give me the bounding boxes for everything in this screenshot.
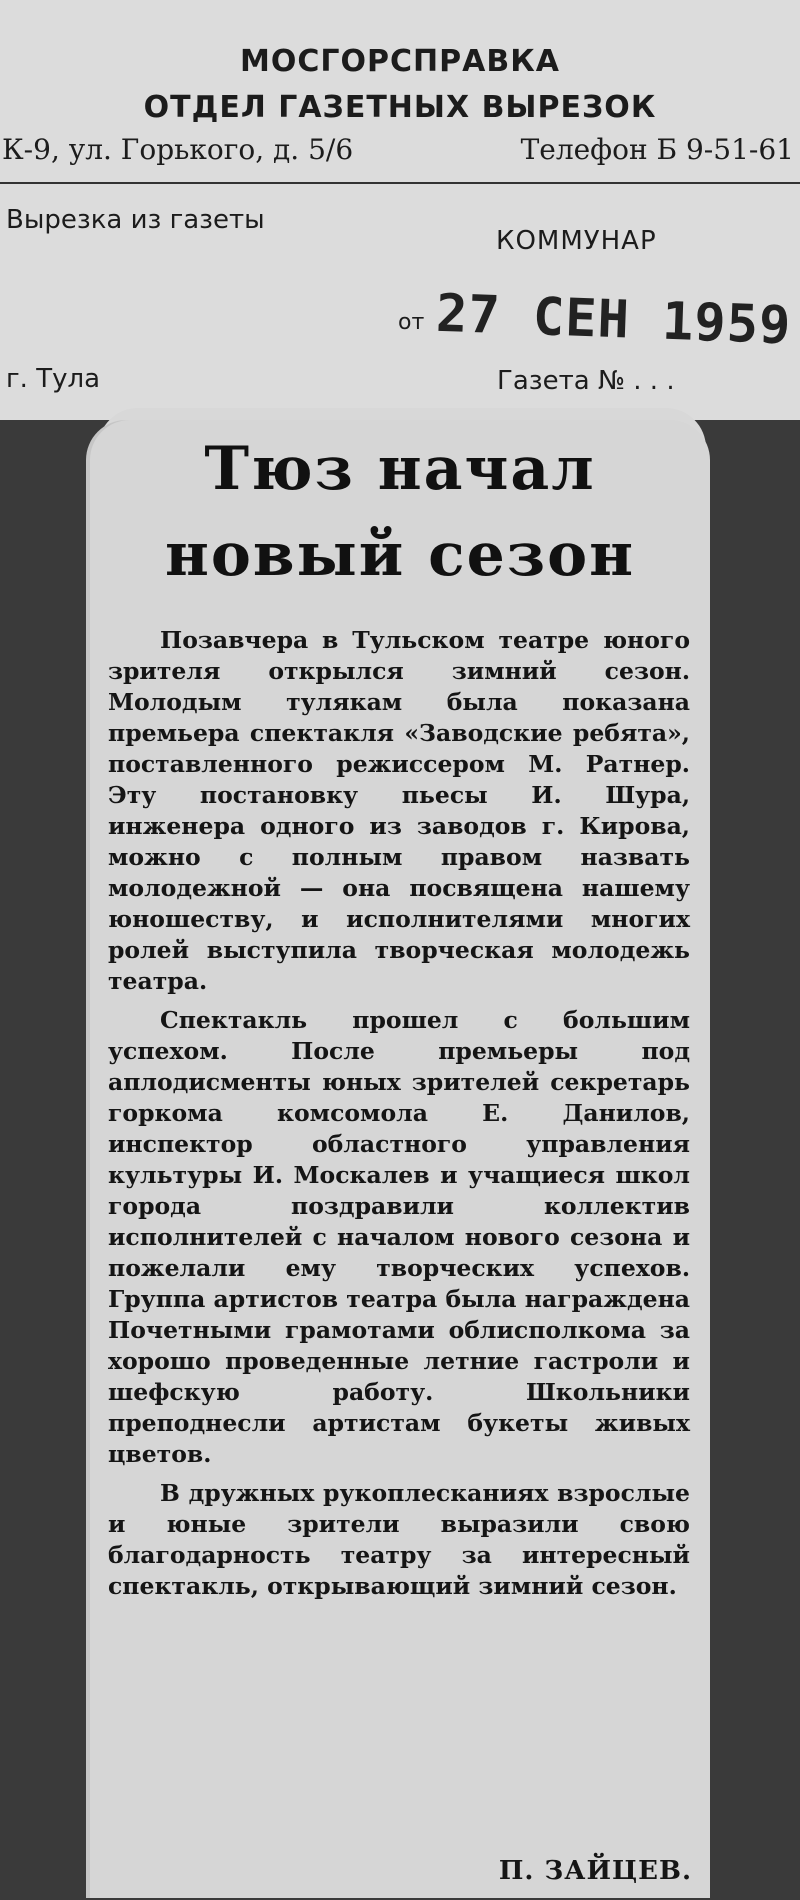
article-paragraph: Позавчера в Тульском театре юного зрителя открылся зимний сезон. Молодым тулякам была показана премьера спектакля «Заводские ребята», поставленного режиссером М. Ратнер. Эту постановку пьесы И. Шура, инженера одного из заводов г. Кирова, можно с полным правом назвать молодежной — она посвящена нашему юношеству, и исполнителями многих ролей выступила творческая молодежь театра. <box>108 626 690 995</box>
city-label: г. Тула <box>6 364 101 394</box>
article-paragraph: В дружных рукоплесканиях взрослые и юные зрители выразили свою благодарность театру за интересный спектакль, открывающий зимний сезон. <box>108 1479 690 1600</box>
agency-phone: Телефон Б 9-51-61 <box>520 133 794 166</box>
agency-address: К-9, ул. Горького, д. 5/6 <box>2 133 354 166</box>
gazeta-number: Газета № . . . <box>497 366 675 396</box>
header-card <box>0 0 800 420</box>
article-paragraph: Спектакль прошел с большим успехом. После премьеры под аплодисменты юных зрителей секретарь горкома комсомола Е. Данилов, инспектор областного управления культуры И. Москалев и учащиеся школ города поздравили коллектив исполнителей с началом нового сезона и пожелали ему творческих успехов. Группа артистов театра была награждена Почетными грамотами облисполкома за хорошо проведенные летние гастроли и шефскую работу. Школьники преподнесли артистам букеты живых цветов. <box>108 1006 690 1468</box>
department-name: ОТДЕЛ ГАЗЕТНЫХ ВЫРЕЗОК <box>143 90 657 125</box>
article-clipping <box>90 420 710 1898</box>
date-stamp: 27 СЕН 1959 <box>435 283 793 357</box>
newspaper-name: КОММУНАР <box>496 226 657 256</box>
date-prefix: от <box>398 310 425 335</box>
author-signature: П. ЗАЙЦЕВ. <box>498 1856 692 1886</box>
clipping-label: Вырезка из газеты <box>6 205 265 235</box>
agency-name: МОСГОРСПРАВКА <box>240 44 560 79</box>
header-divider <box>0 182 800 184</box>
headline-line-2: новый сезон <box>164 520 636 590</box>
article-body <box>108 625 690 1610</box>
headline-line-1: Тюз начал <box>204 434 596 504</box>
